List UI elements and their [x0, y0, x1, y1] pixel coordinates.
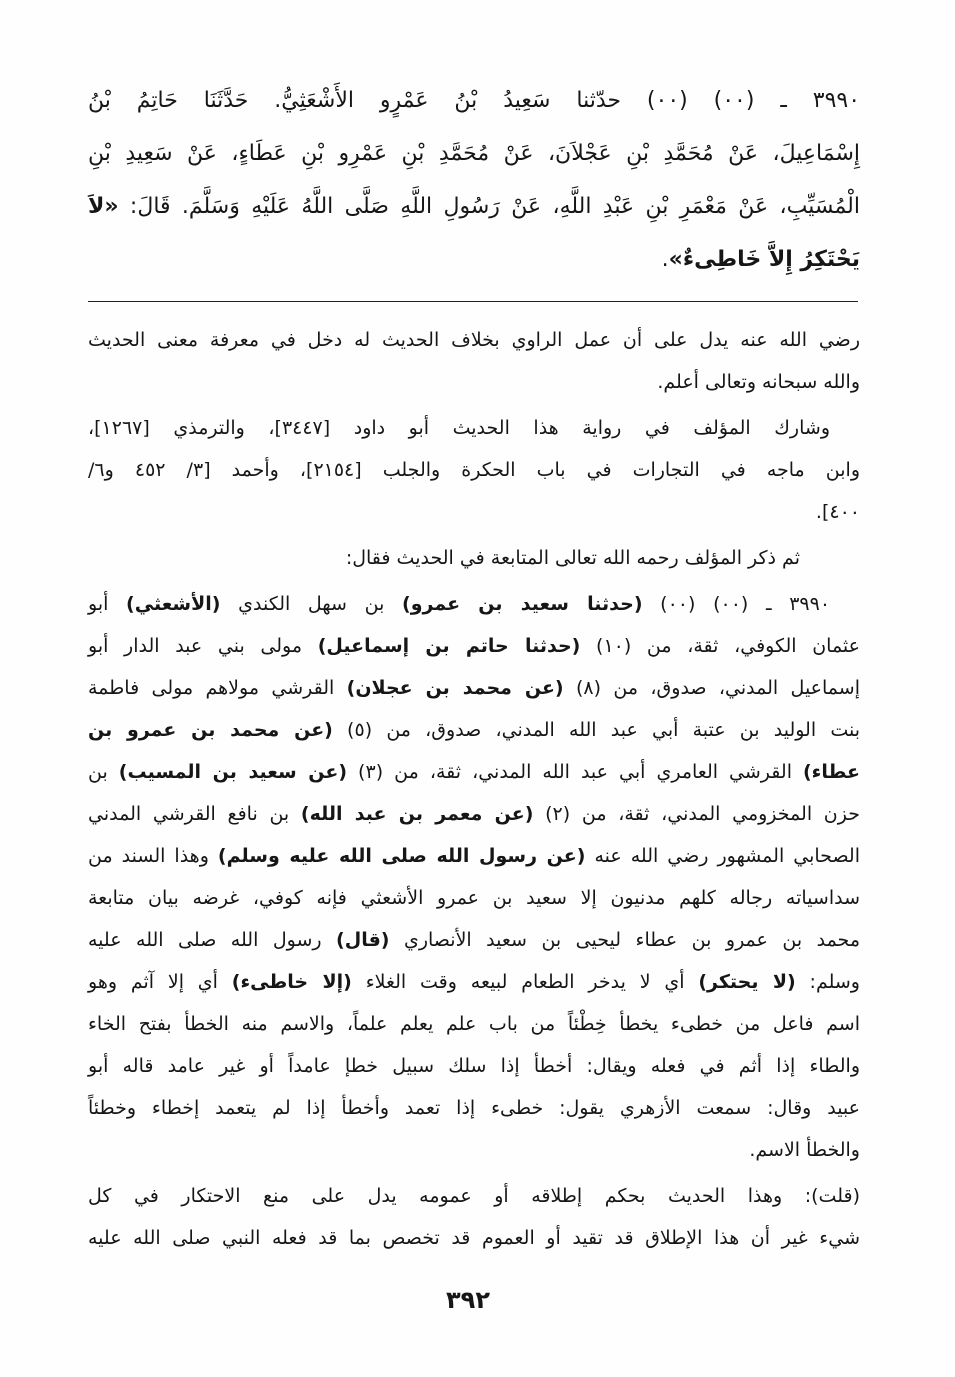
commentary-text: القرشي العامري أبي عبد الله المدني، ثقة، من (٣): [347, 761, 803, 783]
page-number: ٣٩٢: [446, 1286, 490, 1314]
commentary-text: بنت الوليد بن عتبة أبي عبد الله المدني، صدوق، من (٥): [332, 719, 861, 741]
commentary-line: [88, 491, 860, 533]
commentary-line: [88, 961, 860, 1003]
commentary-text: أي لا يدخر الطعام لبيعه وقت الغلاء: [351, 971, 699, 993]
commentary-text: بن: [88, 761, 119, 783]
commentary-text: الصحابي المشهور رضي الله عنه: [585, 845, 860, 867]
commentary-line: [88, 625, 860, 667]
commentary-line: [88, 667, 860, 709]
hadith-line: [88, 127, 860, 180]
commentary-bold-text: (قال): [336, 929, 390, 951]
hadith-line: [88, 74, 860, 127]
commentary-bold-text: عطاء): [803, 761, 861, 783]
commentary-text: (قلت): وهذا الحديث بحكم إطلاقه أو عمومه يدل على منع الاحتكار في كل: [88, 1185, 860, 1207]
commentary-bold-text: (الأشعثي): [126, 593, 221, 615]
commentary-line: [88, 1087, 860, 1129]
commentary-line: [88, 1217, 860, 1259]
commentary-line: [88, 537, 860, 579]
commentary-bold-text: (عن سعيد بن المسيب): [118, 761, 348, 783]
commentary-text: والخطأ الاسم.: [749, 1139, 860, 1161]
commentary-text: سداسياته رجاله كلهم مدنيون إلا سعيد بن عمرو الأشعثي فإنه كوفي، غرضه بيان متابعة: [88, 887, 860, 909]
commentary-text: إسماعيل المدني، صدوق، من (٨): [563, 677, 860, 699]
commentary-text: اسم فاعل من خطىء يخطأ خِطْئاً من باب علم يعلم علماً، والاسم منه الخطأ بفتح الخاء: [88, 1013, 860, 1035]
commentary-text: حزن المخزومي المدني، ثقة، من (٢): [533, 803, 860, 825]
commentary-line: [88, 449, 860, 491]
commentary-text: بن نافع القرشي المدني: [88, 803, 301, 825]
hadith-text: [88, 74, 860, 286]
commentary-paragraph: [88, 537, 860, 579]
commentary-line: [88, 407, 860, 449]
commentary-bold-text: (عن رسول الله صلى الله عليه وسلم): [217, 845, 586, 867]
commentary-bold-text: (حدثنا حاتم بن إسماعيل): [317, 635, 581, 657]
commentary-paragraph: [88, 319, 860, 403]
commentary-line: [88, 1045, 860, 1087]
commentary-text: وهذا السند من: [88, 845, 218, 867]
commentary-line: [88, 751, 860, 793]
commentary-text: وسلم:: [795, 971, 860, 993]
commentary-line: [88, 583, 860, 625]
commentary-text: والله سبحانه وتعالى أعلم.: [657, 371, 860, 393]
commentary-text: وابن ماجه في التجارات في باب الحكرة والجلب [٢١٥٤]، وأحمد [٣/ ٤٥٢ و٦/: [88, 459, 860, 481]
commentary-text: رضي الله عنه يدل على أن عمل الراوي بخلاف الحديث له دخل في معرفة معنى الحديث: [88, 329, 860, 351]
commentary-bold-text: (عن محمد بن عمرو بن: [88, 719, 333, 741]
commentary-line: [88, 793, 860, 835]
commentary-bold-text: (عن محمد بن عجلان): [346, 677, 564, 699]
divider-rule: [88, 301, 858, 302]
commentary-line: [88, 1003, 860, 1045]
commentary-bold-text: (حدثنا سعيد بن عمرو): [402, 593, 643, 615]
commentary-text: شيء غير أن هذا الإطلاق قد تقيد أو العموم قد تخصص بما قد فعله النبي صلى الله عليه: [88, 1227, 860, 1249]
commentary-text: ٣٩٩٠ ـ (٠٠) (٠٠): [642, 593, 831, 615]
commentary-text: وشارك المؤلف في رواية هذا الحديث أبو داود [٣٤٤٧]، والترمذي [١٢٦٧]،: [88, 417, 830, 439]
hadith-line: [88, 180, 860, 233]
commentary-text: مولى بني عبد الدار أبو: [88, 635, 318, 657]
commentary-text: عثمان الكوفي، ثقة، من (١٠): [580, 635, 861, 657]
hadith-text: الْمُسَيِّبِ، عَنْ مَعْمَرِ بْنِ عَبْدِ اللَّهِ، عَنْ رَسُولِ اللَّهِ صَلَّى اللَّهُ عَلَيْهِ وَسَلَّمَ. قَالَ:: [118, 194, 860, 219]
hadith-bold-text: «لاَ: [88, 194, 119, 219]
commentary-text: القرشي مولاهم مولى فاطمة: [88, 677, 347, 699]
commentary: [88, 319, 860, 1263]
commentary-text: عبيد وقال: سمعت الأزهري يقول: خطىء إذا تعمد وأخطأ إذا لم يتعمد إخطاء وخطئاً: [88, 1097, 860, 1119]
hadith-text: .: [661, 247, 669, 272]
commentary-bold-text: (لا يحتكر): [698, 971, 796, 993]
commentary-line: [88, 709, 860, 751]
commentary-paragraph: [88, 583, 860, 1171]
hadith-text: إِسْمَاعِيلَ، عَنْ مُحَمَّدِ بْنِ عَجْلاَنَ، عَنْ مُحَمَّدِ بْنِ عَمْرِو بْنِ عَطَاءٍ، عَنْ سَعِيدِ بْنِ: [88, 141, 860, 166]
commentary-paragraph: [88, 407, 860, 533]
hadith-line: [88, 233, 860, 286]
commentary-text: رسول الله صلى الله عليه: [88, 929, 337, 951]
commentary-bold-text: (عن معمر بن عبد الله): [300, 803, 534, 825]
hadith-bold-text: يَحْتَكِرُ إِلاَّ خَاطِىءٌ»: [668, 247, 860, 272]
commentary-text: ثم ذكر المؤلف رحمه الله تعالى المتابعة في الحديث فقال:: [345, 547, 800, 569]
commentary-line: [88, 835, 860, 877]
hadith-text: ٣٩٩٠ ـ (٠٠) (٠٠) حدّثنا سَعِيدُ بْنُ عَمْرٍو الأَشْعَثِيُّ. حَدَّثَنَا حَاتِمُ بْنُ: [88, 88, 861, 113]
commentary-text: والطاء إذا أثم في فعله ويقال: أخطأ إذا سلك سبيل خطإ عامداً أو غير عامد قاله أبو: [88, 1055, 860, 1077]
commentary-text: ٤٠٠].: [815, 501, 860, 523]
commentary-bold-text: (إلا خاطىء): [231, 971, 352, 993]
commentary-line: [88, 1129, 860, 1171]
commentary-text: بن سهل الكندي: [220, 593, 403, 615]
commentary-text: محمد بن عمرو بن عطاء ليحيى بن سعيد الأنصاري: [389, 929, 860, 951]
commentary-line: [88, 1175, 860, 1217]
commentary-paragraph: [88, 1175, 860, 1259]
commentary-line: [88, 877, 860, 919]
commentary-line: [88, 919, 860, 961]
commentary-text: أبو: [88, 593, 127, 615]
commentary-line: [88, 319, 860, 361]
commentary-line: [88, 361, 860, 403]
commentary-text: أي إلا آثم وهو: [88, 971, 232, 993]
